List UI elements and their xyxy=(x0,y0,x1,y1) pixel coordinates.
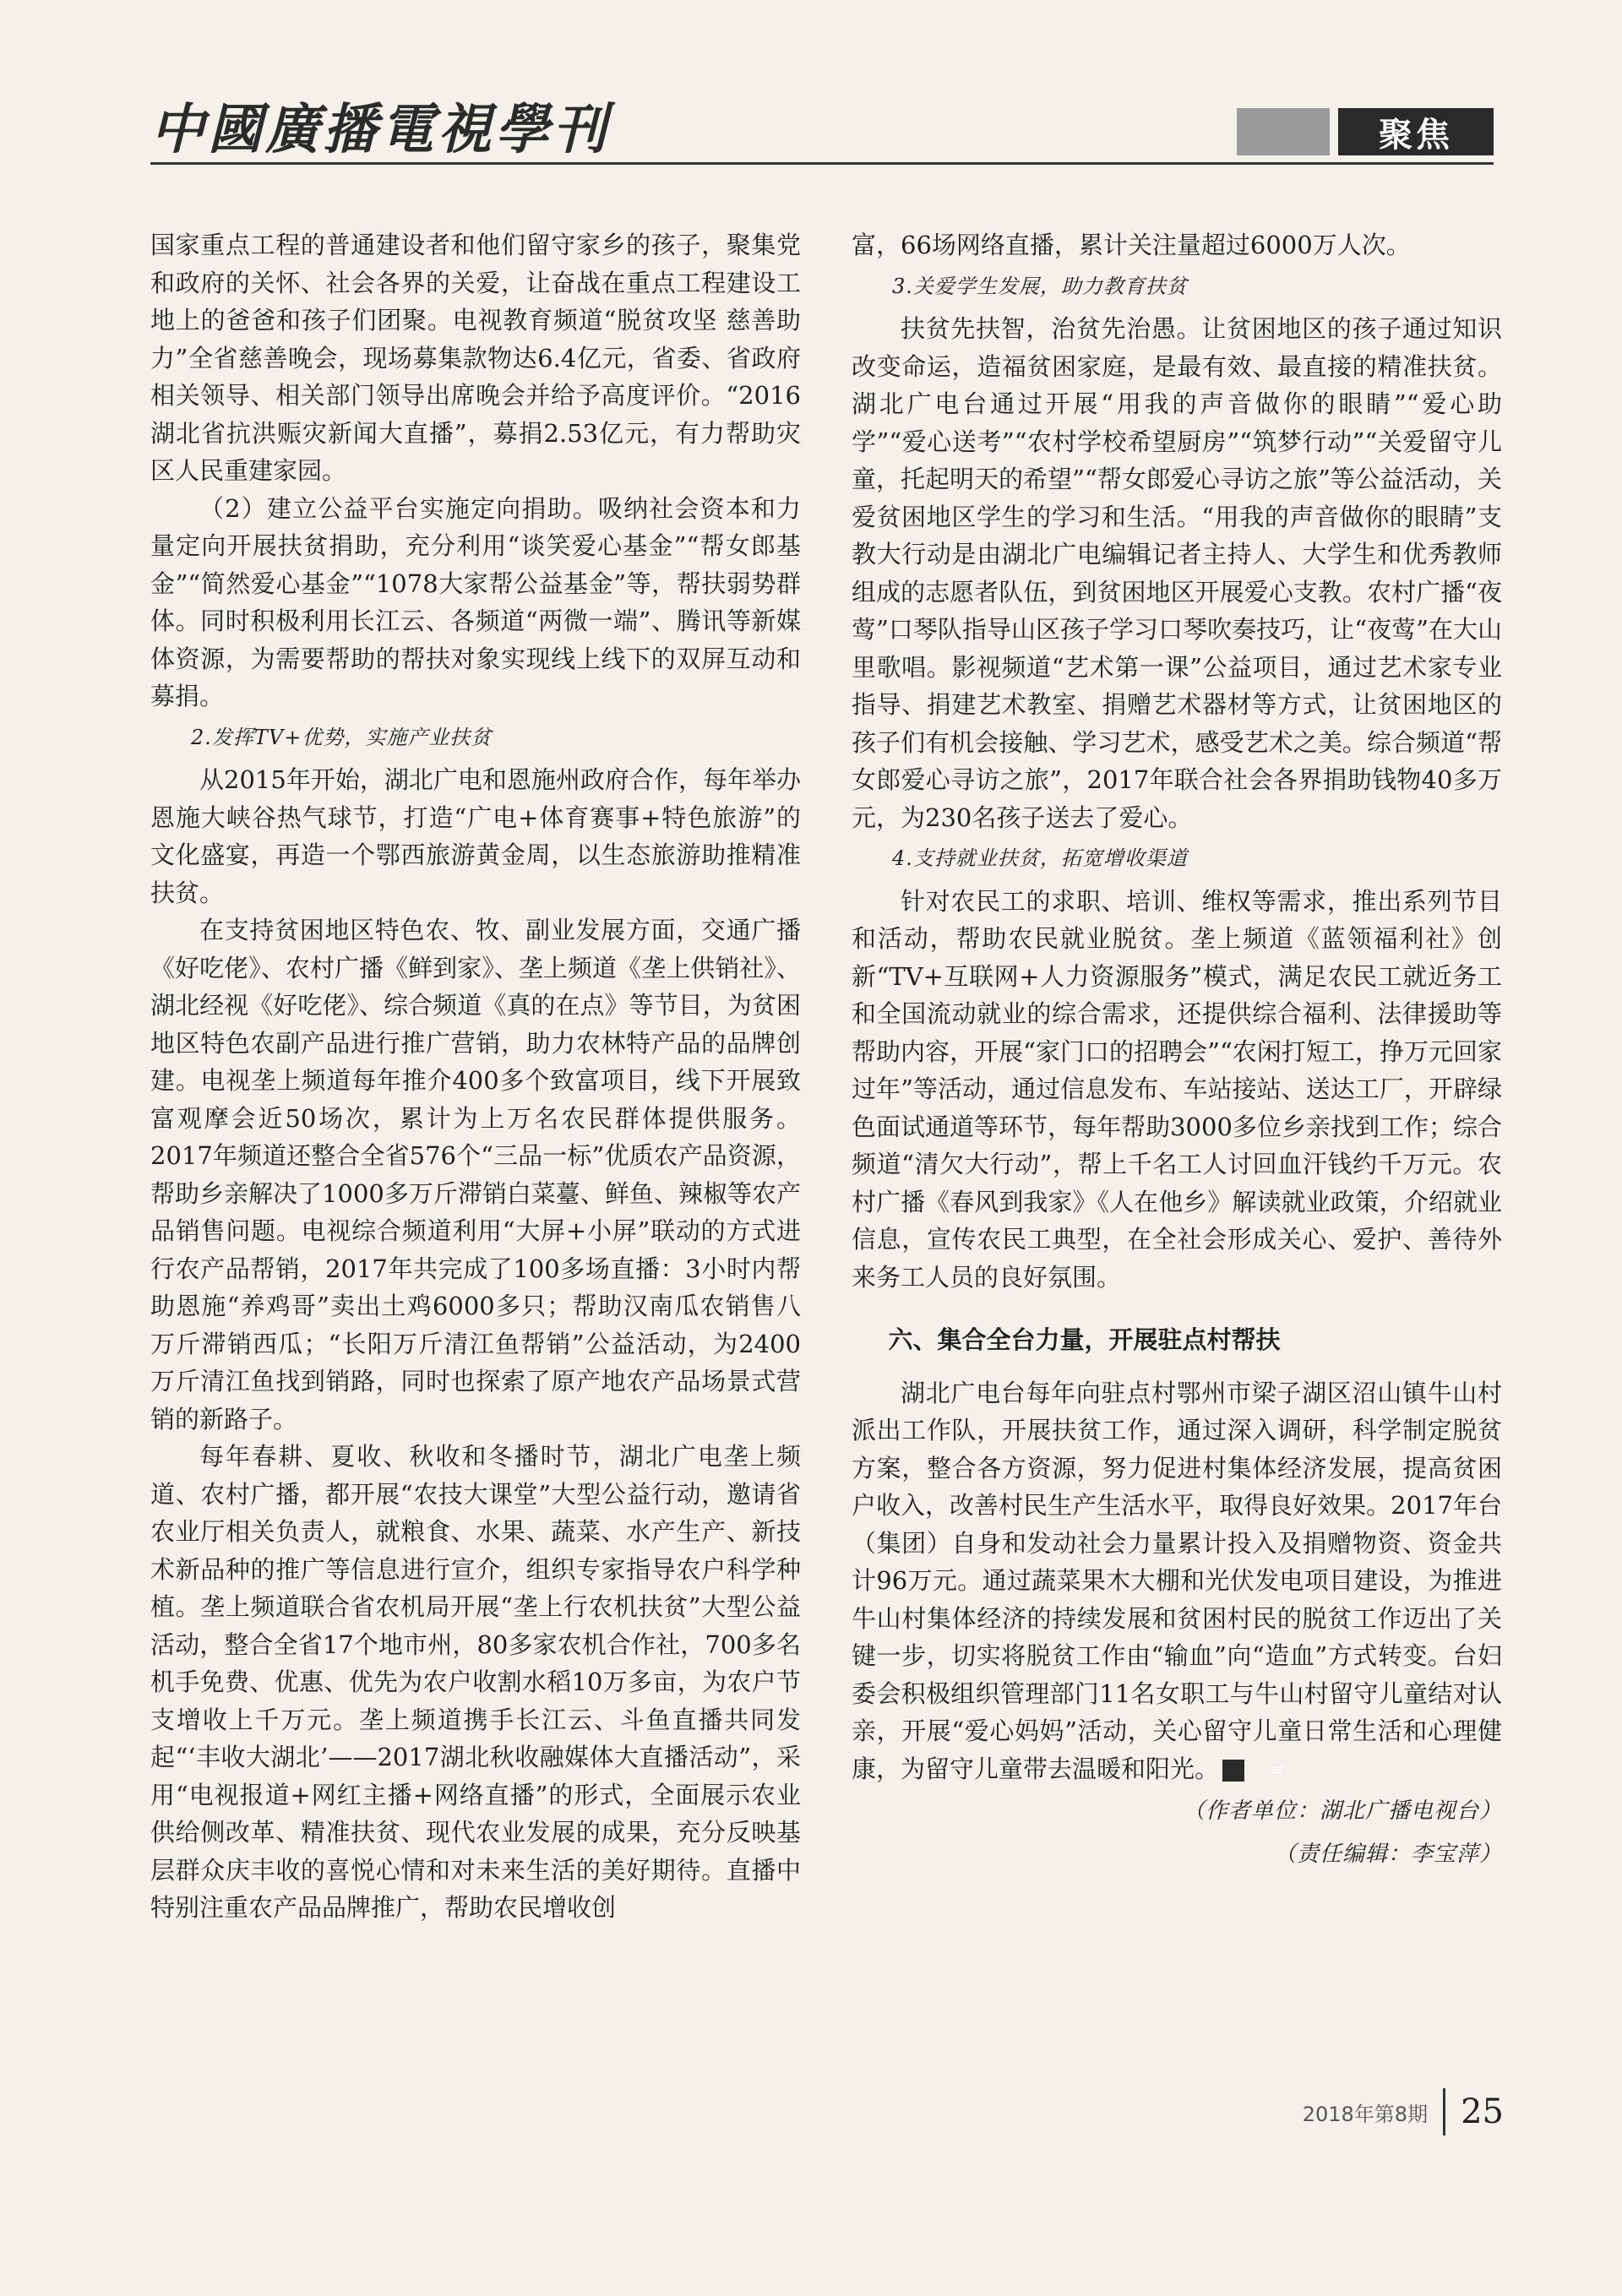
section-label: 聚焦 xyxy=(1338,108,1494,155)
section-tab-decoration xyxy=(1237,108,1330,155)
page-number: 25 xyxy=(1461,2092,1504,2131)
author-unit: （作者单位：湖北广播电视台） xyxy=(1182,1798,1502,1824)
paragraph: 从2015年开始，湖北广电和恩施州政府合作，每年举办恩施大峡谷热气球节，打造“广电+体育赛事+特色旅游”的文化盛宴，再造一个鄂西旅游黄金周，以生态旅游助推精准扶贫。 xyxy=(150,765,801,907)
right-column xyxy=(852,226,1502,1873)
paragraph: （2）建立公益平台实施定向捐助。吸纳社会资本和力量定向开展扶贫捐助，充分利用“谈笑爱心基金”“帮女郎基金”“简然爱心基金”“1078大家帮公益基金”等，帮扶弱势群体。同时积极利用长江云、各频道“两微一端”、腾讯等新媒体资源，为需要帮助的帮扶对象实现线上线下的双屏互动和募捐。 xyxy=(150,493,801,710)
subsection-heading: 2.发挥TV+优势，实施产业扶贫 xyxy=(191,725,493,749)
paragraph: 每年春耕、夏收、秋收和冬播时节，湖北广电垄上频道、农村广播，都开展“农技大课堂”大型公益行动，邀请省农业厅相关负责人，就粮食、水果、蔬菜、水产生产、新技术新品种的推广等信息进行宣介，组织专家指导农户科学种植。垄上频道联合省农机局开展“垄上行农机扶贫”大型公益活动，整合全省17个地市州，80多家农机合作社，700多名机手免费、优惠、优先为农户收割水稻10万多亩，为农户节支增收上千万元。垄上频道携手长江云、斗鱼直播共同发起“‘丰收大湖北’——2017湖北秋收融媒体大直播活动”，采用“电视报道+网红主播+网络直播”的形式，全面展示农业供给侧改革、精准扶贫、现代农业发展的成果，充分反映基层群众庆丰收的喜悦心情和对未来生活的美好期待。直播中特别注重农产品品牌推广，帮助农民增收创 xyxy=(150,1442,801,1922)
footer-rule xyxy=(1443,2088,1445,2135)
end-mark-icon: ≡ xyxy=(1222,1760,1244,1782)
issue-label: 2018年第8期 xyxy=(1302,2102,1429,2126)
paragraph: 国家重点工程的普通建设者和他们留守家乡的孩子，聚集党和政府的关怀、社会各界的关爱，让奋战在重点工程建设工地上的爸爸和孩子们团聚。电视教育频道“脱贫攻坚 慈善助力”全省慈善晚会，现场募集款物达6.4亿元，省委、省政府相关领导、相关部门领导出席晚会并给予高度评价。“2016湖北省抗洪赈灾新闻大直播”，募捐2.53亿元，有力帮助灾区人民重建家园。 xyxy=(150,231,801,485)
header-rule xyxy=(150,162,1494,165)
journal-logo: 中國廣播電視學刊 xyxy=(150,98,610,161)
responsible-editor: （责任编辑：李宝萍） xyxy=(1273,1841,1502,1867)
subsection-heading: 3.关爱学生发展，助力教育扶贫 xyxy=(892,274,1188,298)
paragraph: 富，66场网络直播，累计关注量超过6000万人次。 xyxy=(852,231,1411,259)
paragraph: 针对农民工的求职、培训、维权等需求，推出系列节目和活动，帮助农民就业脱贫。垄上频道《蓝领福利社》创新“TV+互联网+人力资源服务”模式，满足农民工就近务工和全国流动就业的综合需求，还提供综合福利、法律援助等帮助内容，开展“家门口的招聘会”“农闲打短工，挣万元回家过年”等活动，通过信息发布、车站接站、送达工厂，开辟绿色面试通道等环节，每年帮助3000多位乡亲找到工作；综合频道“清欠大行动”，帮上千名工人讨回血汗钱约千万元。农村广播《春风到我家》《人在他乡》解读就业政策，介绍就业信息，宣传农民工典型，在全社会形成关心、爱护、善待外来务工人员的良好氛围。 xyxy=(852,886,1502,1292)
paragraph xyxy=(852,1374,1502,1788)
paragraph: 扶贫先扶智，治贫先治愚。让贫困地区的孩子通过知识改变命运，造福贫困家庭，是最有效、最直接的精准扶贫。湖北广电台通过开展“用我的声音做你的眼睛”“爱心助学”“爱心送考”“农村学校希望厨房”“筑梦行动”“关爱留守儿童，托起明天的希望”“帮女郎爱心寻访之旅”等公益活动，关爱贫困地区学生的学习和生活。“用我的声音做你的眼睛”支教大行动是由湖北广电编辑记者主持人、大学生和优秀教师组成的志愿者队伍，到贫困地区开展爱心支教。农村广播“夜莺”口琴队指导山区孩子学习口琴吹奏技巧，让“夜莺”在大山里歌唱。影视频道“艺术第一课”公益项目，通过艺术家专业指导、捐建艺术教室、捐赠艺术器材等方式，让贫困地区的孩子们有机会接触、学习艺术，感受艺术之美。综合频道“帮女郎爱心寻访之旅”，2017年联合社会各界捐助钱物40多万元，为230名孩子送去了爱心。 xyxy=(852,314,1502,832)
paragraph-text: 湖北广电台每年向驻点村鄂州市梁子湖区沼山镇牛山村派出工作队，开展扶贫工作，通过深入调研，科学制定脱贫方案，整合各方资源，努力促进村集体经济发展，提高贫困户收入，改善村民生产生活水平，取得良好效果。2017年台（集团）自身和发动社会力量累计投入及捐赠物资、资金共计96万元。通过蔬菜果木大棚和光伏发电项目建设，为推进牛山村集体经济的持续发展和贫困村民的脱贫工作迈出了关键一步，切实将脱贫工作由“输血”向“造血”方式转变。台妇委会积极组织管理部门11名女职工与牛山村留守儿童结对认亲，开展“爱心妈妈”活动，关心留守儿童日常生活和心理健康，为留守儿童带去温暖和阳光。 xyxy=(852,1378,1502,1783)
section-heading: 六、集合全台力量，开展驻点村帮扶 xyxy=(888,1325,1281,1354)
page-footer xyxy=(1233,2087,1504,2137)
section-tab xyxy=(1237,108,1494,155)
paragraph: 在支持贫困地区特色农、牧、副业发展方面，交通广播《好吃佬》、农村广播《鲜到家》、垄上频道《垄上供销社》、湖北经视《好吃佬》、综合频道《真的在点》等节目，为贫困地区特色农副产品进行推广营销，助力农林特产品的品牌创建。电视垄上频道每年推介400多个致富项目，线下开展致富观摩会近50场次，累计为上万名农民群体提供服务。2017年频道还整合全省576个“三品一标”优质农产品资源，帮助乡亲解决了1000多万斤滞销白菜薹、鲜鱼、辣椒等农产品销售问题。电视综合频道利用“大屏+小屏”联动的方式进行农产品帮销，2017年共完成了100多场直播：3小时内帮助恩施“养鸡哥”卖出土鸡6000多只；帮助汉南瓜农销售八万斤滞销西瓜；“长阳万斤清江鱼帮销”公益活动，为2400万斤清江鱼找到销路，同时也探索了原产地农产品场景式营销的新路子。 xyxy=(150,916,801,1434)
left-column xyxy=(150,226,801,1927)
page-header xyxy=(0,0,1622,203)
subsection-heading: 4.支持就业扶贫，拓宽增收渠道 xyxy=(892,846,1188,870)
